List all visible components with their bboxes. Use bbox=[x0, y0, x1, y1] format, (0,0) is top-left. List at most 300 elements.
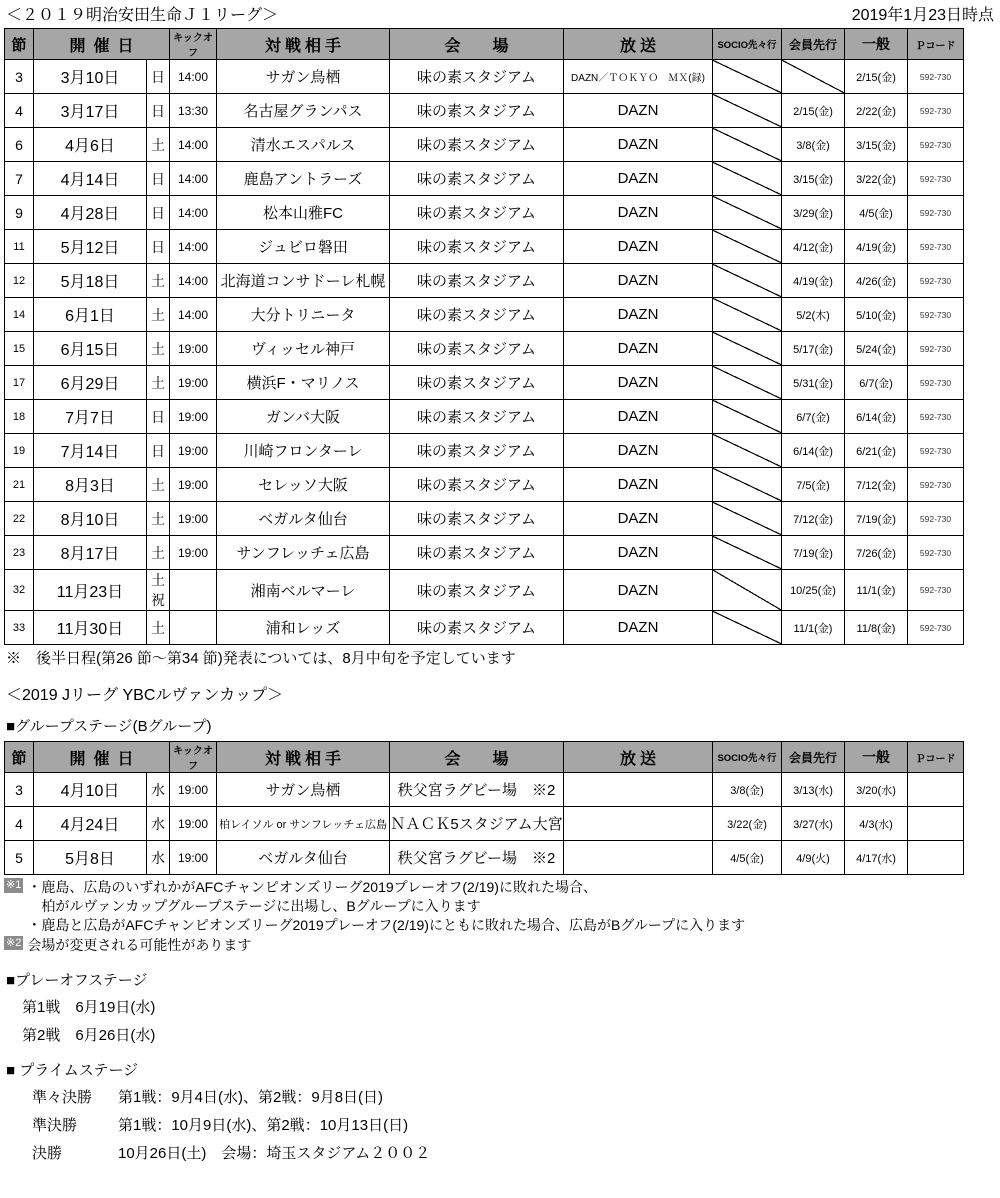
prime-row bbox=[32, 1086, 1000, 1107]
cell-dayofweek: 土 bbox=[147, 298, 170, 332]
cell-date: 6月15日 bbox=[34, 332, 147, 366]
cell-socio-presale bbox=[713, 196, 782, 230]
cell-dayofweek: 土 bbox=[147, 502, 170, 536]
cell-broadcast: DAZN bbox=[564, 264, 713, 298]
cell-date: 5月12日 bbox=[34, 230, 147, 264]
cell-setsu: 15 bbox=[5, 332, 34, 366]
table-row bbox=[5, 162, 964, 196]
cell-kickoff: 14:00 bbox=[170, 60, 217, 94]
cell-member-presale: 3/13(水) bbox=[782, 773, 845, 807]
cell-kickoff: 19:00 bbox=[170, 468, 217, 502]
cell-pcode: 592-730 bbox=[908, 400, 964, 434]
cell-date: 3月17日 bbox=[34, 94, 147, 128]
cell-opponent: 柏レイソル or サンフレッチェ広島 bbox=[217, 807, 390, 841]
cell-date: 7月14日 bbox=[34, 434, 147, 468]
cell-opponent: 鹿島アントラーズ bbox=[217, 162, 390, 196]
cell-member-presale: 7/12(金) bbox=[782, 502, 845, 536]
cell-pcode: 592-730 bbox=[908, 264, 964, 298]
cell-pcode bbox=[908, 841, 964, 875]
cell-broadcast: DAZN bbox=[564, 611, 713, 645]
cell-pcode: 592-730 bbox=[908, 570, 964, 611]
col-venue: 会 場 bbox=[390, 742, 564, 773]
cell-kickoff: 19:00 bbox=[170, 536, 217, 570]
cell-general-sale: 4/17(水) bbox=[845, 841, 908, 875]
cell-broadcast bbox=[564, 807, 713, 841]
cell-kickoff: 19:00 bbox=[170, 400, 217, 434]
cell-setsu: 4 bbox=[5, 807, 34, 841]
table-row bbox=[5, 196, 964, 230]
cell-broadcast bbox=[564, 773, 713, 807]
prime-row-label: 決勝 bbox=[32, 1144, 63, 1162]
cell-general-sale: 2/15(金) bbox=[845, 60, 908, 94]
footnote-2-mark: ※2 bbox=[6, 936, 22, 949]
cell-setsu: 22 bbox=[5, 502, 34, 536]
prime-row-value: 第1戦：10月9日(水)、第2戦：10月13日(日) bbox=[118, 1116, 409, 1134]
levain-footnotes bbox=[4, 878, 996, 955]
cell-member-presale: 3/8(金) bbox=[782, 128, 845, 162]
cell-member-presale: 10/25(金) bbox=[782, 570, 845, 611]
cell-socio-presale bbox=[713, 60, 782, 94]
cell-broadcast: DAZN bbox=[564, 570, 713, 611]
cell-general-sale: 4/5(金) bbox=[845, 196, 908, 230]
cell-general-sale: 7/12(金) bbox=[845, 468, 908, 502]
cell-pcode: 592-730 bbox=[908, 434, 964, 468]
cell-pcode bbox=[908, 807, 964, 841]
levain-table-header bbox=[5, 742, 964, 773]
cell-pcode: 592-730 bbox=[908, 94, 964, 128]
cell-kickoff: 19:00 bbox=[170, 434, 217, 468]
cell-dayofweek: 水 bbox=[147, 807, 170, 841]
cell-opponent: セレッソ大阪 bbox=[217, 468, 390, 502]
cell-setsu: 3 bbox=[5, 60, 34, 94]
cell-setsu: 17 bbox=[5, 366, 34, 400]
cell-broadcast: DAZN bbox=[564, 502, 713, 536]
cell-socio-presale bbox=[713, 570, 782, 611]
cell-member-presale: 5/17(金) bbox=[782, 332, 845, 366]
cell-date: 5月18日 bbox=[34, 264, 147, 298]
footnote-1-mark: ※1 bbox=[6, 879, 22, 891]
col-general: 一般 bbox=[845, 742, 908, 773]
footnote-2 bbox=[4, 936, 996, 955]
cell-socio-presale bbox=[713, 611, 782, 645]
cell-opponent: 名古屋グランパス bbox=[217, 94, 390, 128]
cell-date: 8月17日 bbox=[34, 536, 147, 570]
cell-kickoff: 14:00 bbox=[170, 162, 217, 196]
cell-dayofweek: 日 bbox=[147, 196, 170, 230]
col-socio: SOCIO先々行 bbox=[713, 742, 782, 773]
cell-dayofweek: 水 bbox=[147, 841, 170, 875]
col-broadcast: 放送 bbox=[564, 742, 713, 773]
cell-dayofweek: 土 bbox=[147, 611, 170, 645]
cell-broadcast: DAZN bbox=[564, 400, 713, 434]
table-row bbox=[5, 807, 964, 841]
col-pcode: Ｐコード bbox=[908, 742, 964, 773]
cell-dayofweek: 土祝 bbox=[147, 570, 170, 611]
cell-opponent: 清水エスパルス bbox=[217, 128, 390, 162]
cell-dayofweek: 日 bbox=[147, 162, 170, 196]
cell-opponent: ガンバ大阪 bbox=[217, 400, 390, 434]
cell-pcode: 592-730 bbox=[908, 332, 964, 366]
cell-pcode: 592-730 bbox=[908, 468, 964, 502]
footnote-1-body bbox=[27, 878, 745, 935]
cell-date: 4月6日 bbox=[34, 128, 147, 162]
cell-pcode: 592-730 bbox=[908, 230, 964, 264]
playoff-row: 第1戦 6月19日(水) bbox=[22, 998, 156, 1016]
cell-date: 4月14日 bbox=[34, 162, 147, 196]
cell-broadcast: DAZN bbox=[564, 162, 713, 196]
levain-table-body bbox=[5, 773, 964, 875]
table-row bbox=[5, 400, 964, 434]
cell-broadcast: DAZN bbox=[564, 94, 713, 128]
col-socio: SOCIO先々行 bbox=[713, 29, 782, 60]
prime-row bbox=[32, 1114, 1000, 1135]
cell-dayofweek: 土 bbox=[147, 128, 170, 162]
cell-pcode: 592-730 bbox=[908, 536, 964, 570]
cell-broadcast: DAZN bbox=[564, 196, 713, 230]
cell-dayofweek: 土 bbox=[147, 536, 170, 570]
footnote-line: 柏がルヴァンカップグループステージに出場し、Bグループに入ります bbox=[27, 897, 481, 914]
cell-pcode: 592-730 bbox=[908, 298, 964, 332]
cell-opponent: サンフレッチェ広島 bbox=[217, 536, 390, 570]
cell-general-sale: 4/3(水) bbox=[845, 807, 908, 841]
cell-opponent: 大分トリニータ bbox=[217, 298, 390, 332]
cell-general-sale: 6/21(金) bbox=[845, 434, 908, 468]
cell-pcode: 592-730 bbox=[908, 611, 964, 645]
cell-socio-presale bbox=[713, 400, 782, 434]
cell-socio-presale bbox=[713, 502, 782, 536]
cell-pcode: 592-730 bbox=[908, 162, 964, 196]
j1-footnote: ※ 後半日程(第26 節〜第34 節)発表については、8月中旬を予定しています bbox=[6, 650, 516, 667]
prime-stage-block bbox=[6, 1059, 1000, 1163]
prime-stage-title: ■ プライムステージ bbox=[6, 1061, 139, 1079]
cell-setsu: 9 bbox=[5, 196, 34, 230]
footnote-line: ・鹿島と広島がAFCチャンピオンズリーグ2019プレーオフ(2/19)にともに敗れた場合、広島がBグループに入ります bbox=[27, 916, 746, 933]
cell-member-presale: 3/27(水) bbox=[782, 807, 845, 841]
cell-general-sale: 3/22(金) bbox=[845, 162, 908, 196]
cell-venue: 味の素スタジアム bbox=[390, 570, 564, 611]
cell-date: 3月10日 bbox=[34, 60, 147, 94]
cell-socio-presale: 4/5(金) bbox=[713, 841, 782, 875]
col-member: 会員先行 bbox=[782, 742, 845, 773]
cell-socio-presale bbox=[713, 366, 782, 400]
table-row bbox=[5, 841, 964, 875]
j1-table-header bbox=[5, 29, 964, 60]
cell-venue: 味の素スタジアム bbox=[390, 400, 564, 434]
cell-opponent: 松本山雅FC bbox=[217, 196, 390, 230]
cell-setsu: 14 bbox=[5, 298, 34, 332]
cell-setsu: 23 bbox=[5, 536, 34, 570]
cell-kickoff: 19:00 bbox=[170, 502, 217, 536]
cell-member-presale: 3/29(金) bbox=[782, 196, 845, 230]
cell-broadcast: DAZN bbox=[564, 128, 713, 162]
cell-kickoff: 14:00 bbox=[170, 128, 217, 162]
table-header-row bbox=[5, 742, 964, 773]
cell-dayofweek: 土 bbox=[147, 366, 170, 400]
cell-broadcast: DAZN bbox=[564, 468, 713, 502]
j1-table-body bbox=[5, 60, 964, 645]
cell-dayofweek: 土 bbox=[147, 468, 170, 502]
cell-setsu: 12 bbox=[5, 264, 34, 298]
prime-row-label: 準決勝 bbox=[32, 1116, 78, 1134]
cell-opponent: ジュビロ磐田 bbox=[217, 230, 390, 264]
cell-kickoff bbox=[170, 611, 217, 645]
levain-group-title: ■グループステージ(Bグループ) bbox=[6, 718, 212, 735]
cell-general-sale: 4/19(金) bbox=[845, 230, 908, 264]
cell-pcode: 592-730 bbox=[908, 196, 964, 230]
cell-general-sale: 11/1(金) bbox=[845, 570, 908, 611]
cell-dayofweek: 日 bbox=[147, 94, 170, 128]
cell-kickoff: 19:00 bbox=[170, 773, 217, 807]
col-pcode: Ｐコード bbox=[908, 29, 964, 60]
cell-opponent: 湘南ベルマーレ bbox=[217, 570, 390, 611]
cell-member-presale: 7/19(金) bbox=[782, 536, 845, 570]
cell-venue: 味の素スタジアム bbox=[390, 468, 564, 502]
col-member: 会員先行 bbox=[782, 29, 845, 60]
table-header-row bbox=[5, 29, 964, 60]
cell-pcode bbox=[908, 773, 964, 807]
cell-venue: 味の素スタジアム bbox=[390, 298, 564, 332]
cell-setsu: 5 bbox=[5, 841, 34, 875]
cell-socio-presale: 3/22(金) bbox=[713, 807, 782, 841]
cell-opponent: 北海道コンサドーレ札幌 bbox=[217, 264, 390, 298]
cell-kickoff: 19:00 bbox=[170, 332, 217, 366]
cell-venue: 味の素スタジアム bbox=[390, 366, 564, 400]
cell-member-presale: 5/31(金) bbox=[782, 366, 845, 400]
cell-setsu: 11 bbox=[5, 230, 34, 264]
cell-setsu: 19 bbox=[5, 434, 34, 468]
cell-setsu: 33 bbox=[5, 611, 34, 645]
table-row bbox=[5, 434, 964, 468]
cell-kickoff: 14:00 bbox=[170, 196, 217, 230]
cell-dayofweek: 日 bbox=[147, 434, 170, 468]
cell-pcode: 592-730 bbox=[908, 60, 964, 94]
cell-date: 6月1日 bbox=[34, 298, 147, 332]
table-row bbox=[5, 128, 964, 162]
cell-opponent: サガン鳥栖 bbox=[217, 60, 390, 94]
cell-general-sale: 7/19(金) bbox=[845, 502, 908, 536]
cell-socio-presale bbox=[713, 468, 782, 502]
col-kickoff: キックオフ bbox=[170, 29, 217, 60]
cell-venue: 味の素スタジアム bbox=[390, 162, 564, 196]
col-venue: 会 場 bbox=[390, 29, 564, 60]
cell-date: 11月23日 bbox=[34, 570, 147, 611]
prime-row-value: 第1戦：9月4日(水)、第2戦：9月8日(日) bbox=[118, 1088, 384, 1106]
cell-broadcast bbox=[564, 841, 713, 875]
cell-kickoff: 19:00 bbox=[170, 807, 217, 841]
cell-member-presale: 3/15(金) bbox=[782, 162, 845, 196]
levain-schedule-table bbox=[4, 741, 964, 875]
cell-dayofweek: 土 bbox=[147, 264, 170, 298]
col-opponent: 対戦相手 bbox=[217, 29, 390, 60]
footnote-line: ・鹿島、広島のいずれかがAFCチャンピオンズリーグ2019プレーオフ(2/19)に敗れた場合、 bbox=[27, 879, 597, 895]
cell-venue: 味の素スタジアム bbox=[390, 502, 564, 536]
cell-venue: 味の素スタジアム bbox=[390, 60, 564, 94]
table-row bbox=[5, 94, 964, 128]
page-title: ＜２０１９明治安田生命Ｊ１リーグ＞ bbox=[6, 7, 279, 24]
cell-kickoff: 14:00 bbox=[170, 230, 217, 264]
cell-setsu: 3 bbox=[5, 773, 34, 807]
cell-date: 8月10日 bbox=[34, 502, 147, 536]
cell-broadcast: DAZN／ＴＯＫＹＯ ＭＸ(録) bbox=[564, 60, 713, 94]
cell-dayofweek: 日 bbox=[147, 400, 170, 434]
cell-pcode: 592-730 bbox=[908, 128, 964, 162]
cell-date: 4月28日 bbox=[34, 196, 147, 230]
cell-opponent: サガン鳥栖 bbox=[217, 773, 390, 807]
col-opponent: 対戦相手 bbox=[217, 742, 390, 773]
cell-general-sale: 6/14(金) bbox=[845, 400, 908, 434]
levain-title: ＜2019 Jリーグ YBCルヴァンカップ＞ bbox=[6, 687, 284, 704]
cell-socio-presale bbox=[713, 162, 782, 196]
prime-rows bbox=[6, 1086, 1000, 1163]
table-row bbox=[5, 536, 964, 570]
cell-general-sale: 6/7(金) bbox=[845, 366, 908, 400]
cell-broadcast: DAZN bbox=[564, 332, 713, 366]
table-row bbox=[5, 366, 964, 400]
col-general: 一般 bbox=[845, 29, 908, 60]
cell-kickoff: 13:30 bbox=[170, 94, 217, 128]
prime-row bbox=[32, 1142, 1000, 1163]
cell-pcode: 592-730 bbox=[908, 502, 964, 536]
table-row bbox=[5, 264, 964, 298]
document-header bbox=[0, 0, 1000, 28]
col-broadcast: 放送 bbox=[564, 29, 713, 60]
table-row bbox=[5, 60, 964, 94]
table-row bbox=[5, 502, 964, 536]
as-of-date: 2019年1月23日時点 bbox=[851, 7, 994, 24]
cell-broadcast: DAZN bbox=[564, 434, 713, 468]
cell-venue: 味の素スタジアム bbox=[390, 332, 564, 366]
cell-general-sale: 4/26(金) bbox=[845, 264, 908, 298]
j1-schedule-table bbox=[4, 28, 964, 645]
cell-general-sale: 2/22(金) bbox=[845, 94, 908, 128]
cell-member-presale: 5/2(木) bbox=[782, 298, 845, 332]
col-setsu: 節 bbox=[5, 742, 34, 773]
cell-kickoff bbox=[170, 570, 217, 611]
footnote-2-body: 会場が変更される可能性があります bbox=[27, 936, 252, 953]
cell-date: 7月7日 bbox=[34, 400, 147, 434]
cell-broadcast: DAZN bbox=[564, 366, 713, 400]
cell-socio-presale bbox=[713, 332, 782, 366]
cell-opponent: ベガルタ仙台 bbox=[217, 841, 390, 875]
cell-broadcast: DAZN bbox=[564, 298, 713, 332]
cell-date: 6月29日 bbox=[34, 366, 147, 400]
cell-date: 8月3日 bbox=[34, 468, 147, 502]
cell-dayofweek: 日 bbox=[147, 60, 170, 94]
cell-member-presale: 4/9(火) bbox=[782, 841, 845, 875]
cell-venue: 味の素スタジアム bbox=[390, 434, 564, 468]
cell-member-presale: 4/19(金) bbox=[782, 264, 845, 298]
cell-kickoff: 14:00 bbox=[170, 264, 217, 298]
cell-venue: 味の素スタジアム bbox=[390, 230, 564, 264]
cell-member-presale: 2/15(金) bbox=[782, 94, 845, 128]
cell-general-sale: 5/24(金) bbox=[845, 332, 908, 366]
cell-kickoff: 19:00 bbox=[170, 841, 217, 875]
playoff-row: 第2戦 6月26日(水) bbox=[22, 1026, 156, 1044]
cell-opponent: 横浜F・マリノス bbox=[217, 366, 390, 400]
cell-setsu: 4 bbox=[5, 94, 34, 128]
cell-member-presale: 11/1(金) bbox=[782, 611, 845, 645]
cell-venue: 味の素スタジアム bbox=[390, 128, 564, 162]
prime-row-label: 準々決勝 bbox=[32, 1088, 93, 1106]
cell-venue: 味の素スタジアム bbox=[390, 264, 564, 298]
table-row bbox=[5, 332, 964, 366]
cell-opponent: ベガルタ仙台 bbox=[217, 502, 390, 536]
cell-broadcast: DAZN bbox=[564, 536, 713, 570]
col-date: 開催日 bbox=[34, 742, 170, 773]
table-row bbox=[5, 773, 964, 807]
cell-general-sale: 5/10(金) bbox=[845, 298, 908, 332]
cell-date: 4月24日 bbox=[34, 807, 147, 841]
cell-socio-presale bbox=[713, 230, 782, 264]
cell-socio-presale bbox=[713, 128, 782, 162]
table-row bbox=[5, 611, 964, 645]
cell-setsu: 32 bbox=[5, 570, 34, 611]
cell-date: 5月8日 bbox=[34, 841, 147, 875]
table-row bbox=[5, 570, 964, 611]
cell-kickoff: 14:00 bbox=[170, 298, 217, 332]
cell-dayofweek: 水 bbox=[147, 773, 170, 807]
cell-pcode: 592-730 bbox=[908, 366, 964, 400]
cell-venue: 味の素スタジアム bbox=[390, 611, 564, 645]
cell-date: 11月30日 bbox=[34, 611, 147, 645]
col-date: 開催日 bbox=[34, 29, 170, 60]
cell-dayofweek: 土 bbox=[147, 332, 170, 366]
cell-socio-presale bbox=[713, 434, 782, 468]
footnote-1 bbox=[4, 878, 996, 935]
cell-venue: 味の素スタジアム bbox=[390, 536, 564, 570]
table-row bbox=[5, 298, 964, 332]
cell-venue: 味の素スタジアム bbox=[390, 94, 564, 128]
table-row bbox=[5, 468, 964, 502]
cell-general-sale: 3/20(水) bbox=[845, 773, 908, 807]
cell-venue: ＮＡＣＫ5スタジアム大宮 bbox=[390, 807, 564, 841]
cell-dayofweek: 日 bbox=[147, 230, 170, 264]
cell-setsu: 7 bbox=[5, 162, 34, 196]
cell-socio-presale bbox=[713, 536, 782, 570]
cell-socio-presale bbox=[713, 94, 782, 128]
cell-opponent: 川崎フロンターレ bbox=[217, 434, 390, 468]
cell-setsu: 21 bbox=[5, 468, 34, 502]
cell-venue: 秩父宮ラグビー場 ※2 bbox=[390, 841, 564, 875]
cell-general-sale: 11/8(金) bbox=[845, 611, 908, 645]
cell-setsu: 6 bbox=[5, 128, 34, 162]
playoff-stage-block bbox=[6, 969, 1000, 1045]
cell-socio-presale bbox=[713, 264, 782, 298]
cell-kickoff: 19:00 bbox=[170, 366, 217, 400]
cell-general-sale: 7/26(金) bbox=[845, 536, 908, 570]
cell-venue: 秩父宮ラグビー場 ※2 bbox=[390, 773, 564, 807]
cell-socio-presale: 3/8(金) bbox=[713, 773, 782, 807]
cell-opponent: ヴィッセル神戸 bbox=[217, 332, 390, 366]
playoff-stage-title: ■プレーオフステージ bbox=[6, 971, 148, 989]
col-kickoff: キックオフ bbox=[170, 742, 217, 773]
cell-date: 4月10日 bbox=[34, 773, 147, 807]
cell-member-presale: 4/12(金) bbox=[782, 230, 845, 264]
prime-row-value: 10月26日(土) 会場：埼玉スタジアム２００２ bbox=[118, 1144, 431, 1162]
cell-member-presale: 6/14(金) bbox=[782, 434, 845, 468]
cell-member-presale: 7/5(金) bbox=[782, 468, 845, 502]
cell-opponent: 浦和レッズ bbox=[217, 611, 390, 645]
cell-socio-presale bbox=[713, 298, 782, 332]
cell-general-sale: 3/15(金) bbox=[845, 128, 908, 162]
cell-member-presale: 6/7(金) bbox=[782, 400, 845, 434]
cell-broadcast: DAZN bbox=[564, 230, 713, 264]
playoff-rows bbox=[6, 996, 1000, 1045]
cell-member-presale bbox=[782, 60, 845, 94]
col-setsu: 節 bbox=[5, 29, 34, 60]
table-row bbox=[5, 230, 964, 264]
cell-venue: 味の素スタジアム bbox=[390, 196, 564, 230]
